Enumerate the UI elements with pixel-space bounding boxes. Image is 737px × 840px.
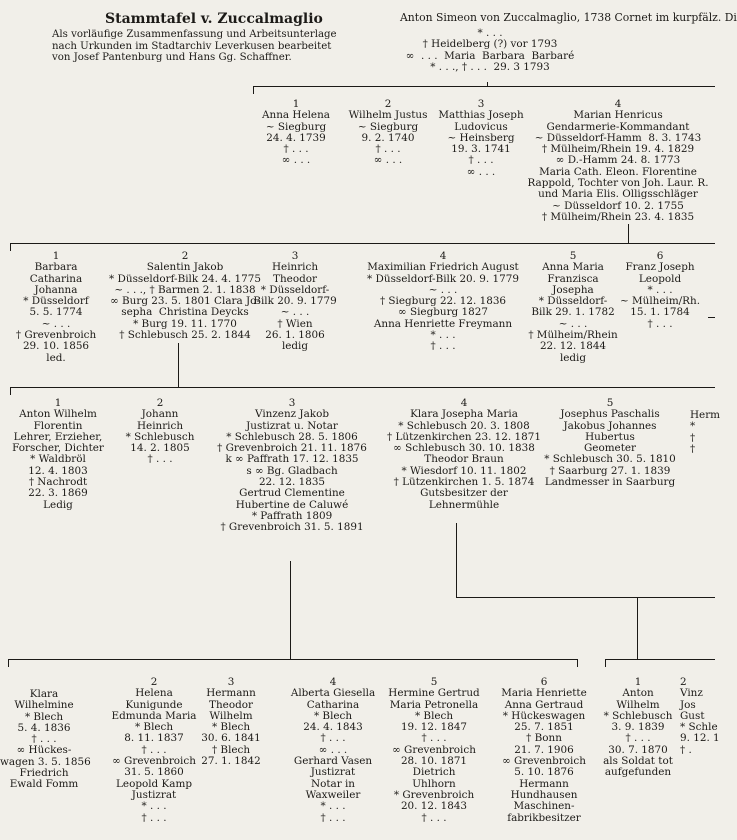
line-gen3-4-drop bbox=[637, 597, 638, 659]
gen3-person-3: 3 Vinzenz Jakob Justizrat u. Notar * Schlebusch 28. 5. 1806 † Grevenbroich 21. 11. 1876 k ∞ Paffrath 17. 12. 1835 s ∞ Bg. Gladbach 22. 12. 1835 Gertrud Clementine Hubertine de Caluwé * Paffrath 1809 † Grevenbroich 31. 5. 1891 bbox=[217, 397, 367, 534]
line-gen2-tick-left bbox=[10, 243, 11, 251]
gen4-person-1: Klara Wilhelmine * Blech 5. 4. 1836 † . . . ∞ Hückes- wagen 3. 5. 1856 Friedrich Ewald Fomm bbox=[0, 688, 91, 791]
line-gen3-3-down bbox=[290, 561, 291, 659]
gen4-person-4: 4 Alberta Giesella Catharina * Blech 24. 4. 1843 † . . . ∞ . . . Gerhard Vasen Justizrat Notar in Waxweiler * . . . † . . . bbox=[290, 676, 376, 824]
line-gen4-left-tick bbox=[8, 659, 9, 667]
line-gen3-4-down bbox=[456, 523, 457, 597]
gen4-person-2: 2 Helena Kunigunde Edmunda Maria * Blech 8. 11. 1837 † . . . ∞ Grevenbroich 31. 5. 1860 Leopold Kamp Justizrat * . . . † . . . bbox=[111, 676, 197, 824]
gen2-person-3: 3 Heinrich Theodor * Düsseldorf- Bilk 20. 9. 1779 ~ . . . † Wien 26. 1. 1806 ledig bbox=[253, 250, 337, 353]
line-gen2-2-down bbox=[178, 343, 179, 388]
gen2-person-2: 2 Salentin Jakob * Düsseldorf-Bilk 24. 4. 1775 ~ . . ., † Barmen 2. 1. 1838 ∞ Burg 23. 5. 1801 Clara Jo- sepha Christina Deycks * Burg 19. 11. 1770 † Schlebusch 25. 2. 1844 bbox=[109, 250, 261, 342]
gen3-person-6-partial: Herm * † † bbox=[690, 409, 721, 455]
line-gen3-4-across bbox=[456, 597, 715, 598]
page-title: Stammtafel v. Zuccalmaglio bbox=[105, 11, 323, 27]
gen4-person-8-partial: 2 Vinz Jos Gust * Schle 9. 12. 1 † . bbox=[680, 676, 720, 756]
progenitor-details: * . . . † Heidelberg (?) vor 1793 ∞ . . . Maria Barbara Barbaré * . . ., † . . . 29. 3 1793 bbox=[405, 27, 575, 73]
line-gen3-tick-left bbox=[10, 387, 11, 395]
gen4-person-6: 6 Maria Henriette Anna Gertraud * Hückeswagen 25. 7. 1851 † Bonn 21. 7. 1906 ∞ Grevenbroich 5. 10. 1876 Hermann Hundhausen Maschinen- fabrikbesitzer bbox=[501, 676, 587, 824]
gen2-person-6: 6 Franz Joseph Leopold * . . . ~ Mülheim/Rh. 15. 1. 1784 † . . . bbox=[620, 250, 700, 330]
gen3-person-4: 4 Klara Josepha Maria * Schlebusch 20. 3. 1808 † Lützenkirchen 23. 12. 1871 ∞ Schlebusch 30. 10. 1838 Theodor Braun * Wiesdorf 10. 11. 1802 † Lützenkirchen 1. 5. 1874 Gutsbesitzer der Lehnermühle bbox=[387, 397, 541, 511]
gen2-person-1: 1 Barbara Catharina Johanna * Düsseldorf 5. 5. 1774 ~ . . . † Grevenbroich 29. 10. 1856 led. bbox=[15, 250, 97, 364]
gen1-person-1: 1 Anna Helena ~ Siegburg 24. 4. 1739 † . . . ∞ . . . bbox=[262, 98, 330, 167]
line-gen2-bar bbox=[10, 243, 715, 244]
gen3-person-5: 5 Josephus Paschalis Jakobus Johannes Hubertus Geometer * Schlebusch 30. 5. 1810 † Saarburg 27. 1. 1839 Landmesser in Saarburg bbox=[544, 397, 676, 489]
progenitor-name: Anton Simeon von Zuccalmaglio, 1738 Cornet im kurpfälz. Di bbox=[400, 11, 737, 24]
line-gen4-tick-6 bbox=[577, 659, 578, 667]
gen4-person-5: 5 Hermine Gertrud Maria Petronella * Blech 19. 12. 1847 † . . . ∞ Grevenbroich 28. 10. 1871 Dietrich Uhlhorn * Grevenbroich 20. 12. 1843 † . . . bbox=[388, 676, 480, 824]
gen4-person-7: 1 Anton Wilhelm * Schlebusch 3. 9. 1839 † . . . 30. 7. 1870 als Soldat tot aufgefunden bbox=[603, 676, 673, 779]
gen2-person-4: 4 Maximilian Friedrich August * Düsseldorf-Bilk 20. 9. 1779 ~ . . . † Siegburg 22. 12. 1836 ∞ Siegburg 1827 Anna Henriette Freymann * . . . † . . . bbox=[367, 250, 519, 353]
gen3-person-2: 2 Johann Heinrich * Schlebusch 14. 2. 1805 † . . . bbox=[125, 397, 195, 466]
gen1-person-2: 2 Wilhelm Justus ~ Siegburg 9. 2. 1740 † . . . ∞ . . . bbox=[348, 98, 428, 167]
line-gen4-right-tick bbox=[605, 659, 606, 667]
line-gen2-stub-right bbox=[708, 317, 715, 318]
line-gen1-4-down bbox=[628, 224, 629, 244]
gen4-person-3: 3 Hermann Theodor Wilhelm * Blech 30. 6. 1841 † Blech 27. 1. 1842 bbox=[201, 676, 261, 768]
gen1-person-3: 3 Matthias Joseph Ludovicus ~ Heinsberg 19. 3. 1741 † . . . ∞ . . . bbox=[438, 98, 524, 178]
page-subtitle: Als vorläufige Zusammenfassung und Arbeitsunterlage nach Urkunden im Stadtarchiv Leverkusen bearbeitet von Josef Pantenburg und Hans Gg. Schaffner. bbox=[52, 29, 337, 63]
line-gen3-bar bbox=[10, 387, 715, 388]
line-gen1-tick-left bbox=[253, 86, 254, 94]
gen1-person-4: 4 Marian Henricus Gendarmerie-Kommandant ~ Düsseldorf-Hamm 8. 3. 1743 † Mülheim/Rhein 19. 4. 1829 ∞ D.-Hamm 24. 8. 1773 Maria Cath. Eleon. Florentine Rappold, Tochter von Joh. Laur. R. und Maria Elis. Olligsschläger ~ Düsseldorf 10. 2. 1755 † Mülheim/Rhein 23. 4. 1835 bbox=[527, 98, 709, 223]
gen3-person-1: 1 Anton Wilhelm Florentin Lehrer, Erzieher, Forscher, Dichter * Waldbröl 12. 4. 1803 † Nachrodt 22. 3. 1869 Ledig bbox=[12, 397, 104, 511]
line-gen4-left-bar bbox=[8, 659, 577, 660]
line-gen4-right-bar bbox=[605, 659, 715, 660]
line-gen1-bar bbox=[253, 86, 715, 87]
gen2-person-5: 5 Anna Maria Franzisca Josepha * Düsseldorf- Bilk 29. 1. 1782 ~ . . . † Mülheim/Rhein 22. 12. 1844 ledig bbox=[528, 250, 618, 364]
